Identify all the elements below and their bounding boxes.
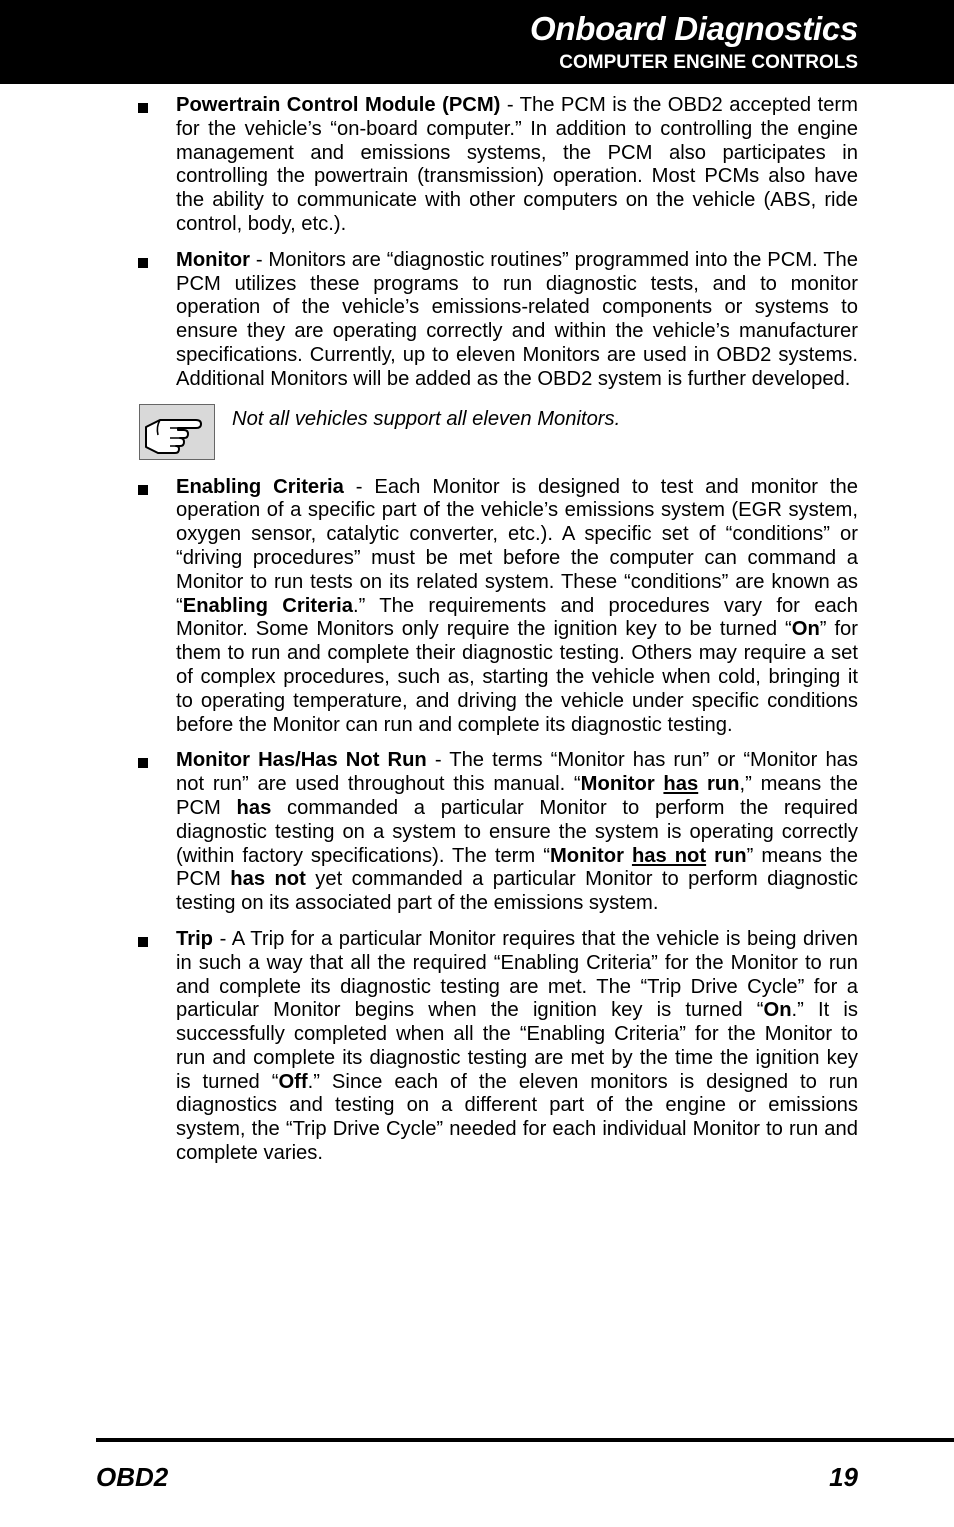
enabling-bold-1: Enabling Criteria <box>182 594 353 617</box>
hasrun-paragraph <box>176 749 858 916</box>
page-header <box>0 0 954 84</box>
pointing-hand-icon <box>139 404 215 460</box>
bullet-square-icon <box>138 103 148 113</box>
note-box <box>136 404 858 464</box>
page-content <box>136 94 858 1178</box>
header-subtitle: COMPUTER ENGINE CONTROLS <box>559 52 858 73</box>
hasrun-bold-2: run <box>698 773 740 796</box>
trip-bold-2: Off <box>278 1070 308 1093</box>
bullet-square-icon <box>138 258 148 268</box>
bullet-monitor-has-run <box>136 749 858 916</box>
trip-text-2: .” It is successfully completed when all the “Enabling Criteria” for the Monitor to run and complete its diagnostic testing are met by the time the ignition key is turned “ <box>176 999 858 1093</box>
bullet-trip <box>136 928 858 1166</box>
hasrun-text-2: ,” means the PCM <box>176 773 858 819</box>
trip-text-1: - A Trip for a particular Monitor requires that the vehicle is being driven in such a way that all the required “Enabling Criteria” for the Monitor to run and complete its diagnostic testing are met. The “Trip Drive Cycle” for a particular Monitor begins when the ignition key is turned “ <box>176 927 858 1022</box>
enabling-text-3: ” for them to run and complete their diagnostic testing. Others may require a set of complex procedures, such as, starting the vehicle when cold, bringing it to operating temperature, and driving the vehicle under specific conditions before the Monitor can run and complete its diagnostic testing. <box>176 618 859 736</box>
enabling-term: Enabling Criteria <box>176 475 344 498</box>
trip-term: Trip <box>176 927 214 950</box>
trip-text-3: .” Since each of the eleven monitors is designed to run diagnostics and testing on a different part of the engine or emissions system, the “Trip Drive Cycle” needed for each individual Monitor to run and complete varies. <box>176 1070 858 1165</box>
hasrun-bold-4: Monitor <box>549 844 632 867</box>
hasrun-text-5: yet commanded a particular Monitor to perform diagnostic testing on its associated part of the emissions system. <box>176 868 859 915</box>
enabling-bold-2: On <box>791 618 820 641</box>
monitor-text: - Monitors are “diagnostic routines” programmed into the PCM. The PCM utilizes these programs to run diagnostic tests, and to monitor operation of the vehicle’s emissions-related components or systems to ensure they are operating correctly and within the vehicle’s manufacturer specifications. Currently, up to eleven Monitors are used in OBD2 systems. Additional Monitors will be added as the OBD2 system is further developed. <box>176 248 858 390</box>
bullet-pcm <box>136 94 858 237</box>
hasrun-text-3: commanded a particular Monitor to perform the required diagnostic testing on a system to ensure the system is operating correctly (within factory specifications). The term “ <box>176 796 858 867</box>
hasrun-text-1: - The terms “Monitor has run” or “Monitor has not run” are used throughout this manual. “ <box>176 749 858 796</box>
monitor-term: Monitor <box>176 248 250 271</box>
pointing-hand-svg <box>140 405 214 459</box>
enabling-paragraph <box>176 476 858 738</box>
bullet-monitor <box>136 249 858 392</box>
pcm-term: Powertrain Control Module (PCM) <box>176 94 501 116</box>
hasrun-bold-1: Monitor <box>580 773 664 796</box>
enabling-text-2: .” The requirements and procedures vary for each Monitor. Some Monitors only require the ignition key to be turned “ <box>176 594 858 641</box>
note-text: Not all vehicles support all eleven Monitors. <box>232 407 621 430</box>
hasrun-underline-2: has not <box>631 844 707 867</box>
page-number: 19 <box>829 1462 858 1492</box>
trip-bold-1: On <box>763 999 792 1022</box>
hasrun-bold-3: has <box>236 796 272 819</box>
hasrun-underline-1: has <box>663 773 699 796</box>
enabling-text-1: - Each Monitor is designed to test and monitor the operation of a specific part of the vehicle’s emissions system (EGR system, oxygen sensor, catalytic converter, etc.). A specific set of “conditions” or “driving procedures” must be met before the computer can command a Monitor to run tests on its related system. These “conditions” are known as “ <box>176 475 858 617</box>
bullet-enabling-criteria <box>136 476 858 738</box>
footer-rule <box>96 1438 954 1442</box>
hasrun-text-4: ” means the PCM <box>176 844 858 891</box>
hasrun-term: Monitor Has/Has Not Run <box>176 749 427 772</box>
hasrun-bold-6: has not <box>230 868 306 891</box>
trip-paragraph <box>176 928 858 1166</box>
pcm-paragraph <box>176 94 858 237</box>
footer-section-label: OBD2 <box>96 1462 169 1492</box>
bullet-square-icon <box>138 758 148 768</box>
bullet-square-icon <box>138 937 148 947</box>
pcm-text: - The PCM is the OBD2 accepted term for the vehicle’s “on-board computer.” In addition to controlling the engine management and emissions systems, the PCM also participates in controlling the powertrain (transmission) operation. Most PCMs also have the ability to communicate with other computers on the vehicle (ABS, ride control, body, etc.). <box>176 94 858 235</box>
monitor-paragraph <box>176 249 858 392</box>
bullet-square-icon <box>138 485 148 495</box>
hasrun-bold-5: run <box>706 844 747 867</box>
header-title: Onboard Diagnostics <box>529 10 858 47</box>
